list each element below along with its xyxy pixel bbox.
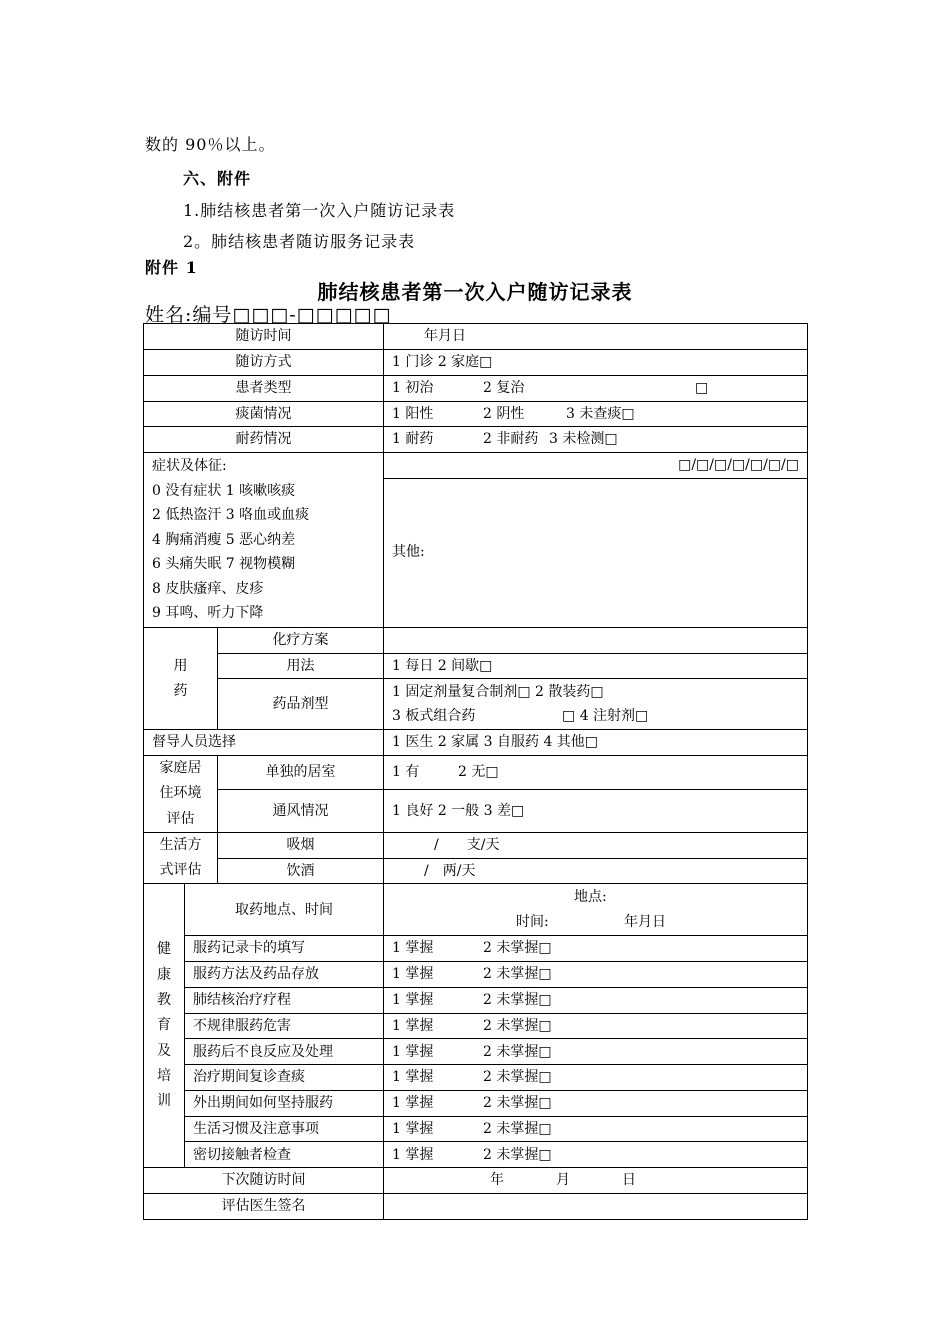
row-dosage <box>144 679 808 730</box>
home-env-line: 评估 <box>166 810 195 827</box>
table-row <box>144 961 808 987</box>
ventilation-value[interactable]: 1 良好 2 一般 3 差□ <box>384 789 808 832</box>
dosage-label: 药品剂型 <box>218 679 384 730</box>
doctor-sign-label: 评估医生签名 <box>144 1193 384 1219</box>
medication-char: 用 <box>173 657 188 674</box>
sputum-label: 痰菌情况 <box>144 401 384 427</box>
pickup-date: 年月日 <box>624 913 667 930</box>
name-id-line: 姓名:编号□□□-□□□□□ <box>145 304 392 326</box>
row-supervisor <box>144 730 808 756</box>
row-drinking <box>144 858 808 884</box>
medication-group-label <box>144 627 218 730</box>
ventilation-label: 通风情况 <box>218 789 384 832</box>
row-symptoms-top <box>144 453 808 479</box>
pickup-time: 时间: <box>516 913 549 930</box>
home-env-group-label <box>144 756 218 833</box>
edu-opt1: 1 掌握 <box>392 1146 434 1163</box>
pickup-place-time[interactable] <box>384 884 808 936</box>
row-room <box>144 756 808 790</box>
next-visit-value[interactable] <box>384 1168 808 1194</box>
patient-type-opt2: 2 复治 <box>483 380 525 396</box>
edu-opt1: 1 掌握 <box>392 1069 434 1086</box>
room-options[interactable] <box>384 756 808 790</box>
followup-record-table <box>143 323 808 1220</box>
health-edu-char: 康 <box>157 966 171 983</box>
row-ventilation <box>144 789 808 832</box>
row-pickup <box>144 884 808 936</box>
resistance-label: 耐药情况 <box>144 427 384 453</box>
edu-item-label: 服药记录卡的填写 <box>185 936 384 962</box>
edu-item-label: 服药后不良反应及处理 <box>185 1039 384 1065</box>
resistance-opt2: 2 非耐药 <box>483 431 539 448</box>
symptoms-line: 2 低热盗汗 3 咯血或血痰 <box>152 507 310 523</box>
edu-item-options[interactable] <box>384 1065 808 1091</box>
edu-item-options[interactable] <box>384 1090 808 1116</box>
drinking-value[interactable]: / 两/天 <box>384 858 808 884</box>
symptoms-line: 症状及体征: <box>152 458 227 474</box>
dosage-line-1: 1 固定剂量复合制剂□ 2 散装药□ <box>392 683 604 700</box>
edu-opt1: 1 掌握 <box>392 1120 434 1137</box>
table-row <box>144 1090 808 1116</box>
row-sputum <box>144 401 808 427</box>
edu-opt2: 2 未掌握□ <box>483 940 552 957</box>
health-edu-char: 育 <box>157 1017 171 1034</box>
attachment-label: 附件 1 <box>145 258 198 277</box>
symptoms-line: 9 耳鸣、听力下降 <box>152 605 264 621</box>
row-doctor-sign <box>144 1193 808 1219</box>
health-edu-char: 及 <box>157 1042 171 1059</box>
row-chemo <box>144 627 808 653</box>
health-edu-group-label <box>144 884 185 1168</box>
edu-item-label: 密切接触者检查 <box>185 1142 384 1168</box>
lifestyle-group-label <box>144 832 218 884</box>
table-row <box>144 1013 808 1039</box>
health-edu-char: 健 <box>157 941 171 958</box>
row-next-visit <box>144 1168 808 1194</box>
chemo-value[interactable] <box>384 627 808 653</box>
lifestyle-line: 生活方 <box>159 836 202 853</box>
patient-type-label: 患者类型 <box>144 376 384 402</box>
resistance-opt3: 3 未检测□ <box>549 431 618 448</box>
room-label: 单独的居室 <box>218 756 384 790</box>
row-visit-method <box>144 350 808 376</box>
edu-item-label: 治疗期间复诊查痰 <box>185 1065 384 1091</box>
edu-item-label: 肺结核治疗疗程 <box>185 987 384 1013</box>
next-visit-year: 年 <box>490 1172 505 1189</box>
health-edu-char: 训 <box>157 1093 171 1110</box>
next-visit-day: 日 <box>622 1172 637 1189</box>
row-resistance <box>144 427 808 453</box>
edu-item-options[interactable] <box>384 936 808 962</box>
intro-line: 数的 90％以上。 <box>145 135 276 154</box>
sputum-opt1: 1 阳性 <box>392 405 434 422</box>
edu-item-options[interactable] <box>384 1142 808 1168</box>
edu-opt1: 1 掌握 <box>392 1017 434 1034</box>
attachment-item-2: 2。肺结核患者随访服务记录表 <box>183 232 416 251</box>
doctor-sign-field[interactable] <box>384 1193 808 1219</box>
edu-item-options[interactable] <box>384 987 808 1013</box>
edu-opt2: 2 未掌握□ <box>483 1043 552 1060</box>
form-title: 肺结核患者第一次入户随访记录表 <box>317 280 633 304</box>
sputum-opt3: 3 未查痰□ <box>566 405 635 422</box>
room-opt1: 1 有 <box>392 764 420 781</box>
supervisor-label: 督导人员选择 <box>144 730 384 756</box>
patient-type-checkbox[interactable]: □ <box>695 380 709 396</box>
symptoms-line: 4 胸痛消瘦 5 恶心纳差 <box>152 531 296 548</box>
dosage-line-2b: □ 4 注射剂□ <box>562 708 649 724</box>
visit-method-value[interactable]: 1 门诊 2 家庭□ <box>384 350 808 376</box>
health-edu-char: 培 <box>157 1067 171 1084</box>
sputum-options[interactable] <box>384 401 808 427</box>
patient-type-opt1: 1 初治 <box>392 380 434 396</box>
next-visit-label: 下次随访时间 <box>144 1168 384 1194</box>
edu-item-label: 生活习惯及注意事项 <box>185 1116 384 1142</box>
table-row <box>144 936 808 962</box>
supervisor-value[interactable]: 1 医生 2 家属 3 自服药 4 其他□ <box>384 730 808 756</box>
health-edu-char: 教 <box>157 992 171 1009</box>
table-row <box>144 987 808 1013</box>
edu-opt1: 1 掌握 <box>392 966 434 983</box>
edu-item-options[interactable] <box>384 1116 808 1142</box>
next-visit-month: 月 <box>556 1172 571 1189</box>
edu-item-label: 外出期间如何坚持服药 <box>185 1090 384 1116</box>
chemo-label: 化疗方案 <box>218 627 384 653</box>
drinking-label: 饮酒 <box>218 858 384 884</box>
section-heading: 六、附件 <box>183 169 252 188</box>
table-row <box>144 1039 808 1065</box>
edu-opt1: 1 掌握 <box>392 1095 434 1112</box>
edu-opt2: 2 未掌握□ <box>483 966 552 983</box>
dosage-options[interactable] <box>384 679 808 730</box>
edu-opt2: 2 未掌握□ <box>483 1017 552 1034</box>
patient-type-options[interactable] <box>384 376 808 402</box>
edu-item-options[interactable] <box>384 961 808 987</box>
edu-opt1: 1 掌握 <box>392 940 434 957</box>
edu-item-options[interactable] <box>384 1039 808 1065</box>
pickup-place: 地点: <box>574 889 607 906</box>
edu-opt2: 2 未掌握□ <box>483 1146 552 1163</box>
attachment-item-1: 1.肺结核患者第一次入户随访记录表 <box>183 201 456 220</box>
pickup-label: 取药地点、时间 <box>185 884 384 936</box>
home-env-line: 住环境 <box>159 785 202 802</box>
row-smoking <box>144 832 808 858</box>
edu-opt2: 2 未掌握□ <box>483 1120 552 1137</box>
edu-item-options[interactable] <box>384 1013 808 1039</box>
symptoms-legend <box>144 453 384 628</box>
smoking-label: 吸烟 <box>218 832 384 858</box>
symptoms-line: 6 头痛失眠 7 视物模糊 <box>152 556 296 572</box>
symptoms-line: 0 没有症状 1 咳嗽咳痰 <box>152 482 296 499</box>
home-env-line: 家庭居 <box>159 760 202 776</box>
table-row <box>144 1065 808 1091</box>
table-row <box>144 1116 808 1142</box>
sputum-opt2: 2 阴性 <box>483 405 525 422</box>
usage-label: 用法 <box>218 653 384 679</box>
symptoms-checkboxes[interactable]: □/□/□/□/□/□/□ <box>384 453 808 479</box>
edu-opt2: 2 未掌握□ <box>483 1069 552 1086</box>
symptoms-other[interactable]: 其他: <box>384 478 808 627</box>
room-opt2: 2 无□ <box>458 764 499 781</box>
dosage-line-2a: 3 板式组合药 <box>392 708 476 724</box>
edu-opt2: 2 未掌握□ <box>483 992 552 1009</box>
medication-char: 药 <box>173 683 188 700</box>
edu-opt2: 2 未掌握□ <box>483 1095 552 1112</box>
resistance-opt1: 1 耐药 <box>392 431 434 448</box>
visit-method-label: 随访方式 <box>144 350 384 376</box>
row-visit-time <box>144 324 808 350</box>
edu-opt1: 1 掌握 <box>392 992 434 1009</box>
edu-item-label: 服药方法及药品存放 <box>185 961 384 987</box>
edu-item-label: 不规律服药危害 <box>185 1013 384 1039</box>
resistance-options[interactable] <box>384 427 808 453</box>
visit-time-value[interactable]: 年月日 <box>384 324 808 350</box>
visit-time-label: 随访时间 <box>144 324 384 350</box>
table-row <box>144 1142 808 1168</box>
smoking-value[interactable]: / 支/天 <box>384 832 808 858</box>
edu-opt1: 1 掌握 <box>392 1043 434 1060</box>
row-patient-type <box>144 376 808 402</box>
symptoms-line: 8 皮肤瘙痒、皮疹 <box>152 580 264 597</box>
usage-value[interactable]: 1 每日 2 间歇□ <box>384 653 808 679</box>
lifestyle-line: 式评估 <box>159 862 202 879</box>
row-usage <box>144 653 808 679</box>
